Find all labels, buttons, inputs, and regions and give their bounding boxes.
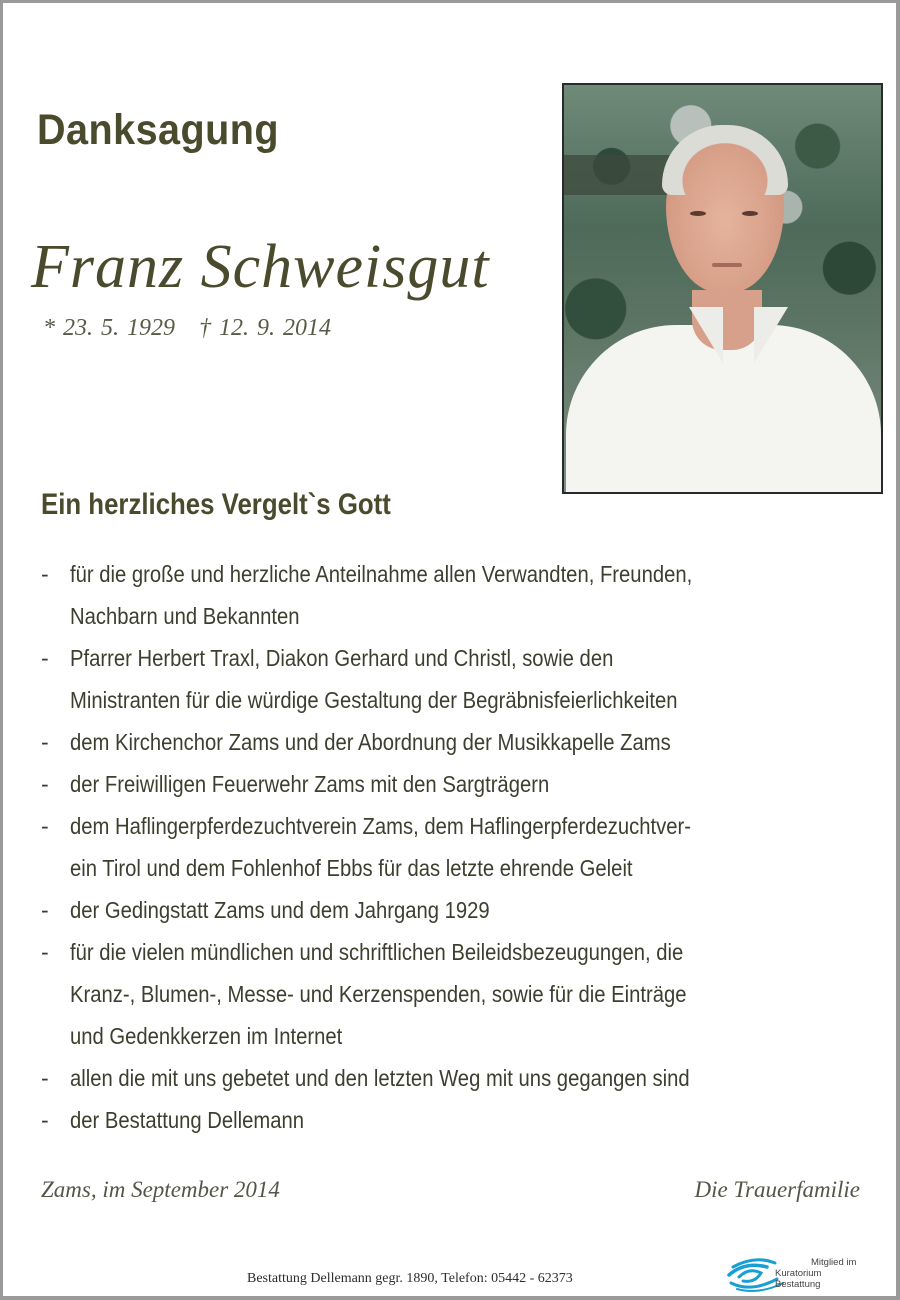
list-item — [41, 1099, 891, 1141]
list-item-text: Kranz-, Blumen-, Messe- und Kerzenspenden, sowie für die Einträge — [70, 981, 687, 1007]
life-dates — [43, 313, 331, 343]
logo-line1: Mitglied im — [811, 1257, 857, 1268]
bullet-dash: - — [41, 939, 49, 965]
list-item — [41, 763, 891, 805]
bullet-dash: - — [41, 1107, 49, 1133]
thanks-heading: Ein herzliches Vergelt`s Gott — [41, 488, 391, 521]
list-item-text: Pfarrer Herbert Traxl, Diakon Gerhard und Christl, sowie den — [70, 645, 614, 671]
place-date: Zams, im September 2014 — [41, 1177, 280, 1202]
signature-family: Die Trauerfamilie — [694, 1177, 860, 1202]
logo-line2: Kuratorium Bestattung — [775, 1268, 822, 1290]
list-item-continuation — [41, 679, 891, 721]
bullet-dash: - — [41, 1065, 49, 1091]
birth-date: * 23. 5. 1929 — [43, 315, 175, 341]
bullet-dash: - — [41, 771, 49, 797]
list-item — [41, 721, 891, 763]
list-item-text: Ministranten für die würdige Gestaltung der Begräbnisfeierlichkeiten — [70, 687, 678, 713]
list-item-text: der Gedingstatt Zams und dem Jahrgang 1929 — [70, 897, 490, 923]
death-date: † 12. 9. 2014 — [199, 315, 331, 341]
list-item — [41, 931, 891, 973]
list-item-text: für die vielen mündlichen und schriftlichen Beileidsbezeugungen, die — [70, 939, 684, 965]
bullet-dash: - — [41, 897, 49, 923]
list-item-continuation — [41, 595, 891, 637]
list-item-continuation — [41, 847, 891, 889]
funeral-home-info: Bestattung Dellemann gegr. 1890, Telefon: 05442 - 62373 — [247, 1271, 573, 1286]
page-title: Danksagung — [37, 106, 280, 154]
bullet-dash: - — [41, 729, 49, 755]
bullet-dash: - — [41, 813, 49, 839]
list-item — [41, 637, 891, 679]
list-item — [41, 1057, 891, 1099]
list-item — [41, 889, 891, 931]
kuratorium-logo — [725, 1253, 865, 1293]
list-item — [41, 553, 891, 595]
list-item-text: Nachbarn und Bekannten — [70, 603, 300, 629]
list-item-text: allen die mit uns gebetet und den letzten Weg mit uns gegangen sind — [70, 1065, 690, 1091]
list-item-continuation — [41, 1015, 891, 1057]
list-item-text: dem Kirchenchor Zams und der Abordnung der Musikkapelle Zams — [70, 729, 671, 755]
thanks-list — [41, 553, 891, 1141]
list-item-text: der Freiwilligen Feuerwehr Zams mit den Sargträgern — [70, 771, 550, 797]
list-item-text: und Gedenkkerzen im Internet — [70, 1023, 343, 1049]
list-item-text: ein Tirol und dem Fohlenhof Ebbs für das letzte ehrende Geleit — [70, 855, 633, 881]
list-item-text: der Bestattung Dellemann — [70, 1107, 305, 1133]
list-item — [41, 805, 891, 847]
list-item-text: für die große und herzliche Anteilnahme allen Verwandten, Freunden, — [70, 561, 693, 587]
list-item-text: dem Haflingerpferdezuchtverein Zams, dem Haflingerpferdezuchtver- — [70, 813, 691, 839]
portrait-photo — [562, 83, 883, 494]
bullet-dash: - — [41, 561, 49, 587]
deceased-name: Franz Schweisgut — [31, 233, 490, 301]
list-item-continuation — [41, 973, 891, 1015]
bullet-dash: - — [41, 645, 49, 671]
